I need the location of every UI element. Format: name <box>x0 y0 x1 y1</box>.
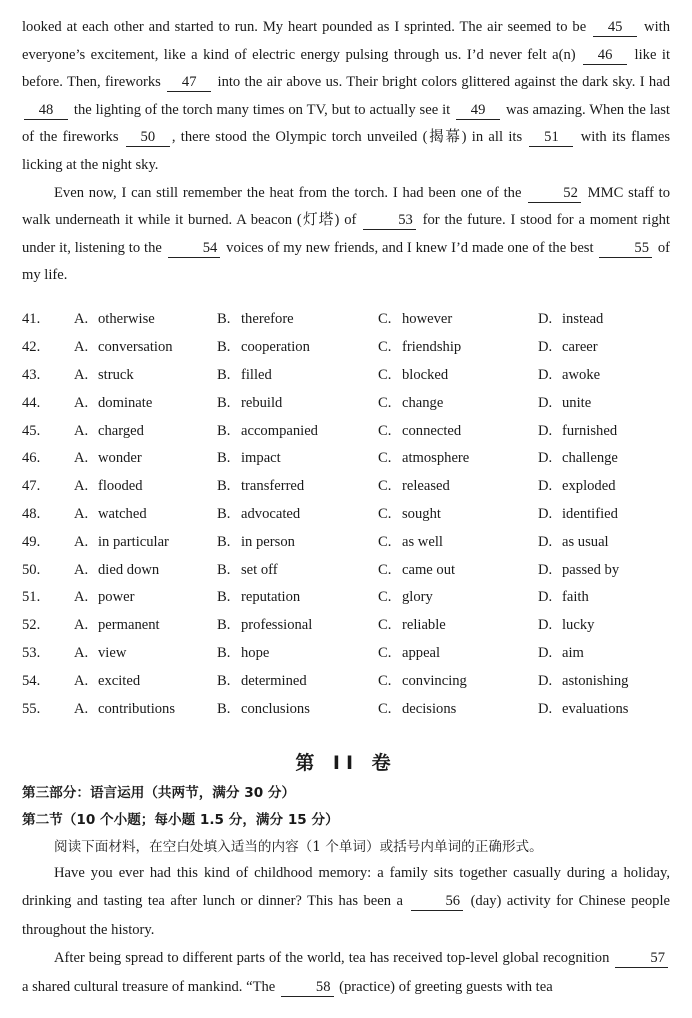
option-letter: C. <box>378 339 392 356</box>
option-letter: B. <box>217 394 231 411</box>
option-text: astonishing <box>562 672 629 689</box>
option-letter: D. <box>538 366 553 383</box>
option-letter: D. <box>538 644 553 661</box>
option-text: cooperation <box>241 339 310 356</box>
option-b <box>217 367 378 384</box>
option-text: furnished <box>562 422 618 439</box>
question-number: 41. <box>22 311 41 328</box>
option-row <box>22 417 672 445</box>
option-text: as usual <box>562 533 609 550</box>
option-letter: C. <box>378 617 392 634</box>
option-row <box>22 306 672 334</box>
option-text: transferred <box>241 478 305 495</box>
option-text: instead <box>562 311 604 328</box>
question-number: 51. <box>22 589 41 606</box>
question-number: 45. <box>22 422 41 439</box>
option-text: accompanied <box>241 422 318 439</box>
option-letter: A. <box>74 450 89 467</box>
option-text: blocked <box>402 366 449 383</box>
option-letter: D. <box>538 450 553 467</box>
passage-paragraph-2: Even now, I can still remember the heat from the torch. I had been one of the 52 MMC staff to walk underneath it while it burned. A beacon (灯塔) of 53 for the future. I stood for a moment right under it, listening to the 54 voices of my new friends, and I knew I’d made one of the best 55 of my life. <box>22 184 670 284</box>
option-letter: B. <box>217 644 231 661</box>
option-letter: A. <box>74 366 89 383</box>
option-letter: C. <box>378 589 392 606</box>
option-d <box>538 450 658 467</box>
option-letter: C. <box>378 505 392 522</box>
question-number: 49. <box>22 533 41 550</box>
option-text: released <box>402 478 450 495</box>
option-letter: D. <box>538 561 553 578</box>
option-text: sought <box>402 505 441 522</box>
option-letter: B. <box>217 505 231 522</box>
option-c <box>378 645 538 662</box>
option-b <box>217 701 378 718</box>
option-a <box>74 534 217 551</box>
option-d <box>538 367 658 384</box>
option-b <box>217 673 378 690</box>
option-letter: B. <box>217 700 231 717</box>
option-text: lucky <box>562 617 595 634</box>
option-c <box>378 423 538 440</box>
option-b <box>217 423 378 440</box>
option-d <box>538 701 658 718</box>
option-text: impact <box>241 450 281 467</box>
question-number: 52. <box>22 617 41 634</box>
option-letter: A. <box>74 505 89 522</box>
option-letter: D. <box>538 505 553 522</box>
option-text: died down <box>98 561 160 578</box>
option-a <box>74 562 217 579</box>
option-row <box>22 584 672 612</box>
cloze-passage <box>22 14 670 290</box>
option-c <box>378 562 538 579</box>
option-text: advocated <box>241 505 301 522</box>
option-text: charged <box>98 422 144 439</box>
option-letter: A. <box>74 617 89 634</box>
option-d <box>538 534 658 551</box>
option-text: connected <box>402 422 462 439</box>
option-b <box>217 311 378 328</box>
option-d <box>538 506 658 523</box>
option-text: professional <box>241 617 313 634</box>
question-number: 46. <box>22 450 41 467</box>
option-row <box>22 501 672 529</box>
option-row <box>22 445 672 473</box>
option-b <box>217 562 378 579</box>
option-letter: C. <box>378 672 392 689</box>
option-letter: D. <box>538 617 553 634</box>
option-text: therefore <box>241 311 294 328</box>
option-text: however <box>402 311 453 328</box>
option-letter: C. <box>378 450 392 467</box>
option-text: reputation <box>241 589 301 606</box>
option-text: contributions <box>98 700 176 717</box>
option-letter: C. <box>378 394 392 411</box>
option-letter: C. <box>378 422 392 439</box>
option-text: atmosphere <box>402 450 470 467</box>
blank-48: 48 <box>24 101 68 120</box>
option-letter: D. <box>538 394 553 411</box>
option-b <box>217 450 378 467</box>
option-c <box>378 311 538 328</box>
option-text: appeal <box>402 644 441 661</box>
option-d <box>538 395 658 412</box>
option-text: reliable <box>402 617 446 634</box>
blank-52: 52 <box>528 184 581 203</box>
option-c <box>378 367 538 384</box>
option-b <box>217 506 378 523</box>
option-letter: D. <box>538 311 553 328</box>
question-number: 55. <box>22 700 41 717</box>
option-text: faith <box>562 589 589 606</box>
question-number: 50. <box>22 561 41 578</box>
option-text: unite <box>562 394 592 411</box>
option-letter: A. <box>74 700 89 717</box>
section-title: 第 II 卷 <box>295 752 397 774</box>
option-row <box>22 667 672 695</box>
question-number: 53. <box>22 644 41 661</box>
option-row <box>22 556 672 584</box>
option-text: convincing <box>402 672 467 689</box>
blank-55: 55 <box>599 239 652 258</box>
option-text: set off <box>241 561 278 578</box>
option-letter: D. <box>538 422 553 439</box>
option-letter: B. <box>217 478 231 495</box>
option-a <box>74 589 217 606</box>
option-a <box>74 701 217 718</box>
option-letter: D. <box>538 478 553 495</box>
blank-50: 50 <box>126 128 170 147</box>
option-text: dominate <box>98 394 153 411</box>
option-text: aim <box>562 644 584 661</box>
option-text: permanent <box>98 617 160 634</box>
option-row <box>22 362 672 390</box>
option-c <box>378 673 538 690</box>
option-d <box>538 645 658 662</box>
question-number: 54. <box>22 672 41 689</box>
blank-53: 53 <box>363 211 416 230</box>
option-letter: D. <box>538 672 553 689</box>
option-letter: A. <box>74 339 89 356</box>
question-number: 43. <box>22 366 41 383</box>
passage-paragraph-1: looked at each other and started to run. My heart pounded as I sprinted. The air seemed to be 45 with everyone’s excitement, like a kind of electric energy pulsing through us. I’d never felt a(n) 46 like it before. Then, fireworks 47 into the air above us. Their bright colors glittered against the dark sky. I had 48 the lighting of the torch many times on TV, but to actually see it 49 was amazing. When the last of the fireworks 50 , there stood the Olympic torch unveiled (揭幕) in all its 51 with its flames licking at the night sky. <box>22 19 671 173</box>
option-text: determined <box>241 672 307 689</box>
instruction-text: 阅读下面材料，在空白处填入适当的内容（1 个单词）或括号内单词的正确形式。 <box>54 839 543 855</box>
option-c <box>378 395 538 412</box>
blank-57: 57 <box>615 949 668 968</box>
option-text: career <box>562 339 598 356</box>
blank-49: 49 <box>456 101 500 120</box>
option-letter: B. <box>217 617 231 634</box>
option-c <box>378 617 538 634</box>
grammar-paragraph-1: Have you ever had this kind of childhood memory: a family sits together casually during a holiday, drinking and tasting tea after lunch or dinner? This has been a 56 (day) activity for Chinese people throughout the history. <box>22 865 671 938</box>
option-d <box>538 673 658 690</box>
option-letter: C. <box>378 366 392 383</box>
option-a <box>74 450 217 467</box>
option-d <box>538 311 658 328</box>
option-text: watched <box>98 505 147 522</box>
option-letter: C. <box>378 533 392 550</box>
option-text: wonder <box>98 450 142 467</box>
option-text: power <box>98 589 135 606</box>
option-a <box>74 645 217 662</box>
option-text: in person <box>241 533 295 550</box>
option-a <box>74 367 217 384</box>
option-letter: A. <box>74 394 89 411</box>
option-letter: A. <box>74 644 89 661</box>
option-letter: B. <box>217 533 231 550</box>
question-number: 42. <box>22 339 41 356</box>
option-a <box>74 617 217 634</box>
option-text: glory <box>402 589 433 606</box>
answer-options <box>22 306 672 723</box>
option-c <box>378 701 538 718</box>
option-letter: D. <box>538 700 553 717</box>
option-row <box>22 473 672 501</box>
option-b <box>217 589 378 606</box>
option-text: view <box>98 644 127 661</box>
option-b <box>217 395 378 412</box>
option-text: decisions <box>402 700 457 717</box>
option-letter: A. <box>74 561 89 578</box>
blank-54: 54 <box>168 239 221 258</box>
option-text: struck <box>98 366 134 383</box>
option-letter: A. <box>74 422 89 439</box>
option-row <box>22 389 672 417</box>
option-text: came out <box>402 561 456 578</box>
option-text: exploded <box>562 478 616 495</box>
blank-51: 51 <box>529 128 573 147</box>
option-text: evaluations <box>562 700 629 717</box>
option-row <box>22 334 672 362</box>
option-letter: C. <box>378 644 392 661</box>
option-text: in particular <box>98 533 169 550</box>
option-d <box>538 423 658 440</box>
option-a <box>74 478 217 495</box>
option-letter: A. <box>74 533 89 550</box>
grammar-passage <box>22 859 670 1001</box>
option-letter: C. <box>378 478 392 495</box>
option-letter: A. <box>74 672 89 689</box>
option-text: identified <box>562 505 618 522</box>
option-text: otherwise <box>98 311 155 328</box>
option-b <box>217 645 378 662</box>
option-text: filled <box>241 366 272 383</box>
option-text: passed by <box>562 561 620 578</box>
option-d <box>538 478 658 495</box>
grammar-paragraph-2: After being spread to different parts of the world, tea has received top-level global recognition 57 a shared cultural treasure of mankind. “The 58 (practice) of greeting guests with tea <box>22 944 670 1001</box>
option-letter: B. <box>217 311 231 328</box>
option-text: rebuild <box>241 394 283 411</box>
option-letter: B. <box>217 672 231 689</box>
option-letter: B. <box>217 339 231 356</box>
option-text: excited <box>98 672 141 689</box>
option-b <box>217 617 378 634</box>
option-text: change <box>402 394 444 411</box>
option-text: conclusions <box>241 700 310 717</box>
option-letter: D. <box>538 589 553 606</box>
option-letter: C. <box>378 700 392 717</box>
option-a <box>74 339 217 356</box>
option-c <box>378 534 538 551</box>
option-text: awoke <box>562 366 601 383</box>
option-text: as well <box>402 533 443 550</box>
option-c <box>378 589 538 606</box>
question-number: 48. <box>22 505 41 522</box>
option-text: friendship <box>402 339 462 356</box>
blank-45: 45 <box>593 18 637 37</box>
option-c <box>378 478 538 495</box>
option-letter: C. <box>378 311 392 328</box>
option-b <box>217 339 378 356</box>
option-text: hope <box>241 644 270 661</box>
option-letter: B. <box>217 422 231 439</box>
option-a <box>74 506 217 523</box>
blank-58: 58 <box>281 978 334 997</box>
option-row <box>22 695 672 723</box>
option-letter: B. <box>217 450 231 467</box>
option-letter: A. <box>74 478 89 495</box>
option-a <box>74 673 217 690</box>
option-d <box>538 589 658 606</box>
option-c <box>378 506 538 523</box>
option-b <box>217 478 378 495</box>
option-row <box>22 612 672 640</box>
question-number: 44. <box>22 394 41 411</box>
option-c <box>378 339 538 356</box>
option-letter: B. <box>217 561 231 578</box>
option-b <box>217 534 378 551</box>
question-number: 47. <box>22 478 41 495</box>
option-letter: D. <box>538 533 553 550</box>
option-letter: B. <box>217 366 231 383</box>
option-a <box>74 395 217 412</box>
blank-56: 56 <box>411 892 464 911</box>
option-a <box>74 311 217 328</box>
option-c <box>378 450 538 467</box>
option-letter: A. <box>74 589 89 606</box>
part-heading: 第三部分：语言运用（共两节，满分 30 分） <box>22 785 296 801</box>
option-text: flooded <box>98 478 143 495</box>
blank-47: 47 <box>167 73 211 92</box>
option-d <box>538 339 658 356</box>
blank-46: 46 <box>583 46 627 65</box>
option-row <box>22 640 672 668</box>
sub-heading: 第二节（10 个小题；每小题 1.5 分，满分 15 分） <box>22 812 339 828</box>
option-letter: D. <box>538 339 553 356</box>
option-a <box>74 423 217 440</box>
option-row <box>22 528 672 556</box>
option-letter: C. <box>378 561 392 578</box>
option-d <box>538 562 658 579</box>
option-d <box>538 617 658 634</box>
option-text: conversation <box>98 339 173 356</box>
option-letter: B. <box>217 589 231 606</box>
option-letter: A. <box>74 311 89 328</box>
option-text: challenge <box>562 450 618 467</box>
